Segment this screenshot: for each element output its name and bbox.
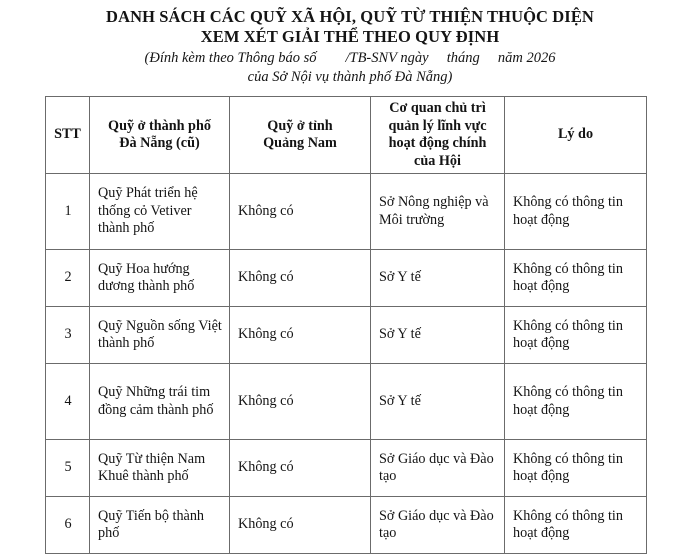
column-header-fund-danang-line-2: Đà Nẵng (cũ) (119, 135, 200, 151)
cell-fund-danang: Quỹ Nguồn sống Việt thành phố (90, 307, 230, 364)
title-line-2: XEM XÉT GIẢI THỂ THEO QUY ĐỊNH (200, 27, 500, 46)
cell-stt: 3 (46, 307, 90, 364)
cell-stt: 1 (46, 174, 90, 250)
column-header-fund-danang (90, 97, 230, 174)
cell-fund-quangnam: Không có (230, 250, 371, 307)
column-header-fund-quangnam-line-1: Quỹ ở tỉnh (267, 117, 333, 134)
cell-agency: Sở Y tế (371, 364, 505, 440)
cell-agency: Sở Nông nghiệp và Môi trường (371, 174, 505, 250)
cell-fund-danang: Quỹ Hoa hướng dương thành phố (90, 250, 230, 307)
title-line-1: DANH SÁCH CÁC QUỸ XÃ HỘI, QUỸ TỪ THIỆN THUỘC DIỆN (106, 7, 594, 26)
table-body (46, 174, 647, 554)
column-header-fund-quangnam-line-2: Quảng Nam (263, 135, 337, 151)
subtitle-line-2: của Sở Nội vụ thành phố Đà Nẵng) (247, 69, 453, 85)
page-title (70, 7, 630, 47)
table-row (46, 250, 647, 307)
column-header-fund-danang-line-1: Quỹ ở thành phố (108, 117, 211, 134)
document-subtitle (40, 49, 660, 87)
cell-stt: 5 (46, 440, 90, 497)
cell-reason: Không có thông tin hoạt động (505, 174, 647, 250)
cell-fund-danang: Quỹ Phát triển hệ thống cỏ Vetiver thành phố (90, 174, 230, 250)
column-header-reason: Lý do (505, 97, 647, 174)
table-row (46, 174, 647, 250)
column-header-fund-quangnam (230, 97, 371, 174)
fund-table-container (45, 96, 646, 554)
column-header-agency (371, 97, 505, 174)
cell-fund-quangnam: Không có (230, 364, 371, 440)
cell-fund-quangnam: Không có (230, 307, 371, 364)
column-header-agency-line-4: của Hội (414, 152, 461, 169)
cell-fund-quangnam: Không có (230, 497, 371, 554)
column-header-agency-line-1: Cơ quan chủ trì (389, 100, 486, 116)
cell-reason: Không có thông tin hoạt động (505, 364, 647, 440)
fund-table (45, 96, 647, 554)
cell-reason: Không có thông tin hoạt động (505, 497, 647, 554)
cell-reason: Không có thông tin hoạt động (505, 307, 647, 364)
cell-agency: Sở Giáo dục và Đào tạo (371, 497, 505, 554)
cell-fund-quangnam: Không có (230, 174, 371, 250)
document-header (0, 0, 700, 87)
cell-agency: Sở Y tế (371, 307, 505, 364)
cell-agency: Sở Giáo dục và Đào tạo (371, 440, 505, 497)
cell-fund-danang: Quỹ Những trái tim đồng cảm thành phố (90, 364, 230, 440)
column-header-stt: STT (46, 97, 90, 174)
table-row (46, 440, 647, 497)
cell-stt: 4 (46, 364, 90, 440)
cell-stt: 2 (46, 250, 90, 307)
cell-stt: 6 (46, 497, 90, 554)
cell-reason: Không có thông tin hoạt động (505, 250, 647, 307)
subtitle-line-1: (Đính kèm theo Thông báo số /TB-SNV ngày tháng năm 2026 (144, 50, 556, 66)
table-header-row (46, 97, 647, 174)
column-header-agency-line-3: hoạt động chính (388, 135, 487, 151)
table-row (46, 364, 647, 440)
cell-reason: Không có thông tin hoạt động (505, 440, 647, 497)
cell-fund-danang: Quỹ Tiến bộ thành phố (90, 497, 230, 554)
table-row (46, 307, 647, 364)
column-header-agency-line-2: quản lý lĩnh vực (388, 117, 487, 134)
cell-agency: Sở Y tế (371, 250, 505, 307)
cell-fund-quangnam: Không có (230, 440, 371, 497)
cell-fund-danang: Quỹ Từ thiện Nam Khuê thành phố (90, 440, 230, 497)
table-header (46, 97, 647, 174)
